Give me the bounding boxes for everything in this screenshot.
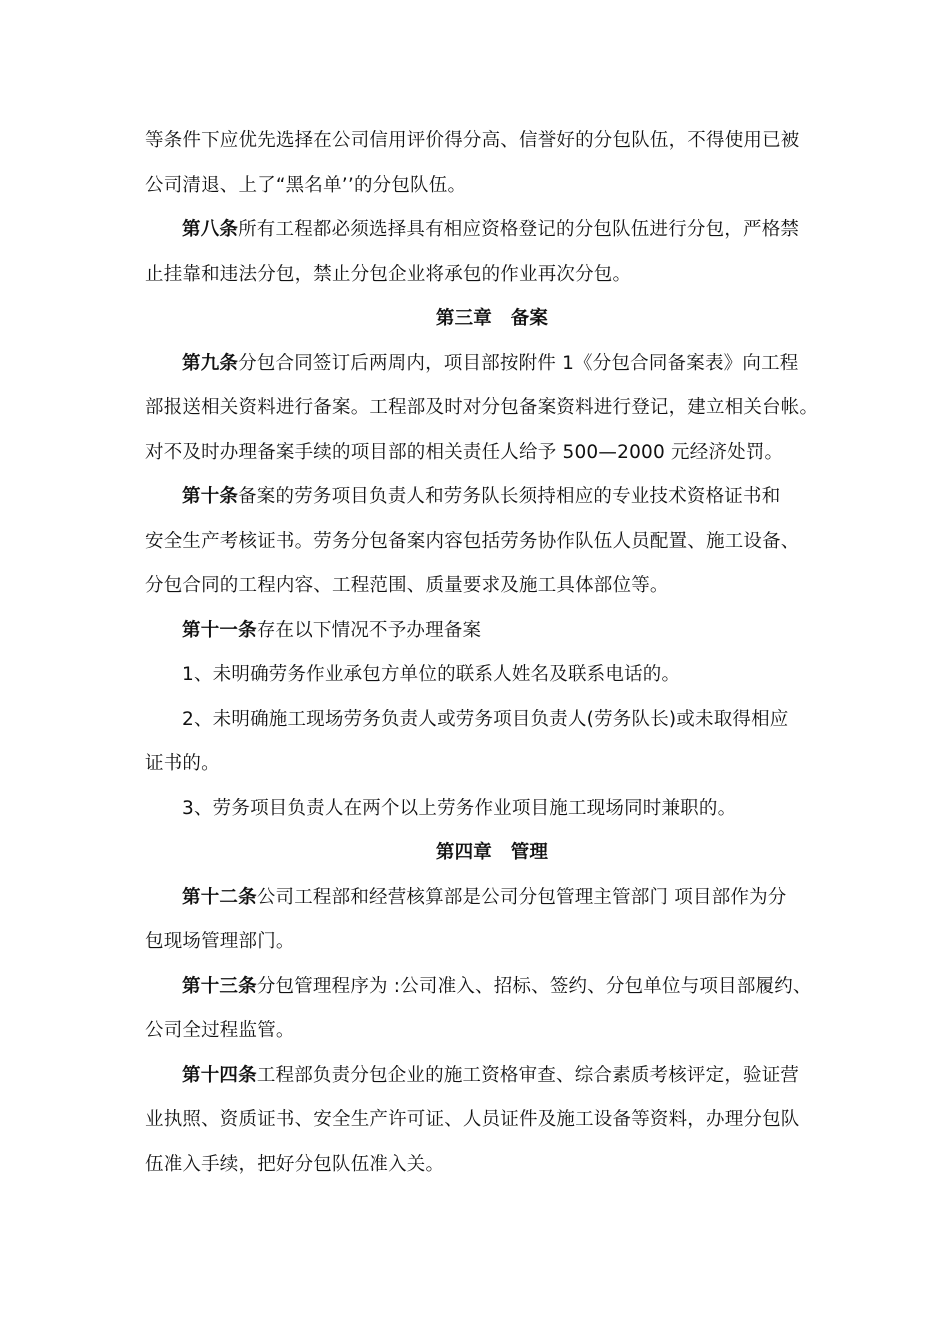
- chapter-4-heading: 第四章 管理: [435, 842, 549, 863]
- article-8: [145, 208, 825, 253]
- text-line: 分包合同的工程内容、工程范围、质量要求及施工具体部位等。: [145, 575, 669, 596]
- article-text: 分包管理程序为 :公司准入、招标、签约、分包单位与项目部履约、: [256, 975, 812, 997]
- text-line: 伍准入手续，把好分包队伍准入关。: [145, 1153, 445, 1175]
- article-text: 工程部负责分包企业的施工资格审查、综合素质考核评定，验证营: [256, 1064, 800, 1086]
- text-line: 止挂靠和违法分包，禁止分包企业将承包的作业再次分包。: [145, 263, 632, 285]
- article-12: [145, 876, 825, 921]
- article-label: 第十三条: [182, 975, 257, 997]
- article-label: 第十条: [182, 486, 239, 507]
- article-label: 第八条: [182, 219, 239, 240]
- article-label: 第十二条: [182, 886, 257, 908]
- chapter-3-heading: 第三章 备案: [435, 308, 549, 329]
- text-line: 公司全过程监管。: [145, 1020, 295, 1041]
- article-text: 分包合同签订后两周内，项目部按附件 1《分包合同备案表》向工程: [238, 352, 799, 374]
- text-line: 安全生产考核证书。劳务分包备案内容包括劳务协作队伍人员配置、施工设备、: [145, 530, 800, 552]
- text-line: 业执照、资质证书、安全生产许可证、人员证件及施工设备等资料，办理分包队: [145, 1109, 800, 1130]
- article-text: 公司工程部和经营核算部是公司分包管理主管部门 项目部作为分: [256, 886, 787, 908]
- article-text: 所有工程都必须选择具有相应资格登记的分包队伍进行分包，严格禁: [238, 219, 800, 240]
- text-line: 部报送相关资料进行备案。工程部及时对分包备案资料进行登记，建立相关台帐。: [145, 397, 819, 418]
- article-10: [145, 475, 825, 520]
- text-line: 等条件下应优先选择在公司信用评价得分高、信誉好的分包队伍，不得使用已被: [145, 130, 800, 151]
- text-line: 公司清退、上了“黑名单’’的分包队伍。: [145, 174, 467, 196]
- article-11: [145, 609, 825, 654]
- document-page: [145, 119, 825, 1187]
- list-item: 2、未明确施工现场劳务负责人或劳务项目负责人(劳务队长)或未取得相应: [182, 708, 789, 730]
- article-label: 第十一条: [182, 619, 257, 641]
- article-14: [145, 1054, 825, 1099]
- article-text: 存在以下情况不予办理备案: [256, 619, 482, 641]
- list-item: 1、未明确劳务作业承包方单位的联系人姓名及联系电话的。: [182, 664, 681, 685]
- text-line: 包现场管理部门。: [145, 931, 295, 952]
- article-13: [145, 965, 825, 1010]
- text-line: 对不及时办理备案手续的项目部的相关责任人给予 500—2000 元经济处罚。: [145, 441, 784, 463]
- text-line: 证书的。: [145, 753, 220, 774]
- article-9: [145, 342, 825, 387]
- article-text: 备案的劳务项目负责人和劳务队长须持相应的专业技术资格证书和: [238, 486, 781, 507]
- list-item: 3、劳务项目负责人在两个以上劳务作业项目施工现场同时兼职的。: [182, 797, 737, 819]
- article-label: 第九条: [182, 352, 239, 374]
- article-label: 第十四条: [182, 1064, 257, 1086]
